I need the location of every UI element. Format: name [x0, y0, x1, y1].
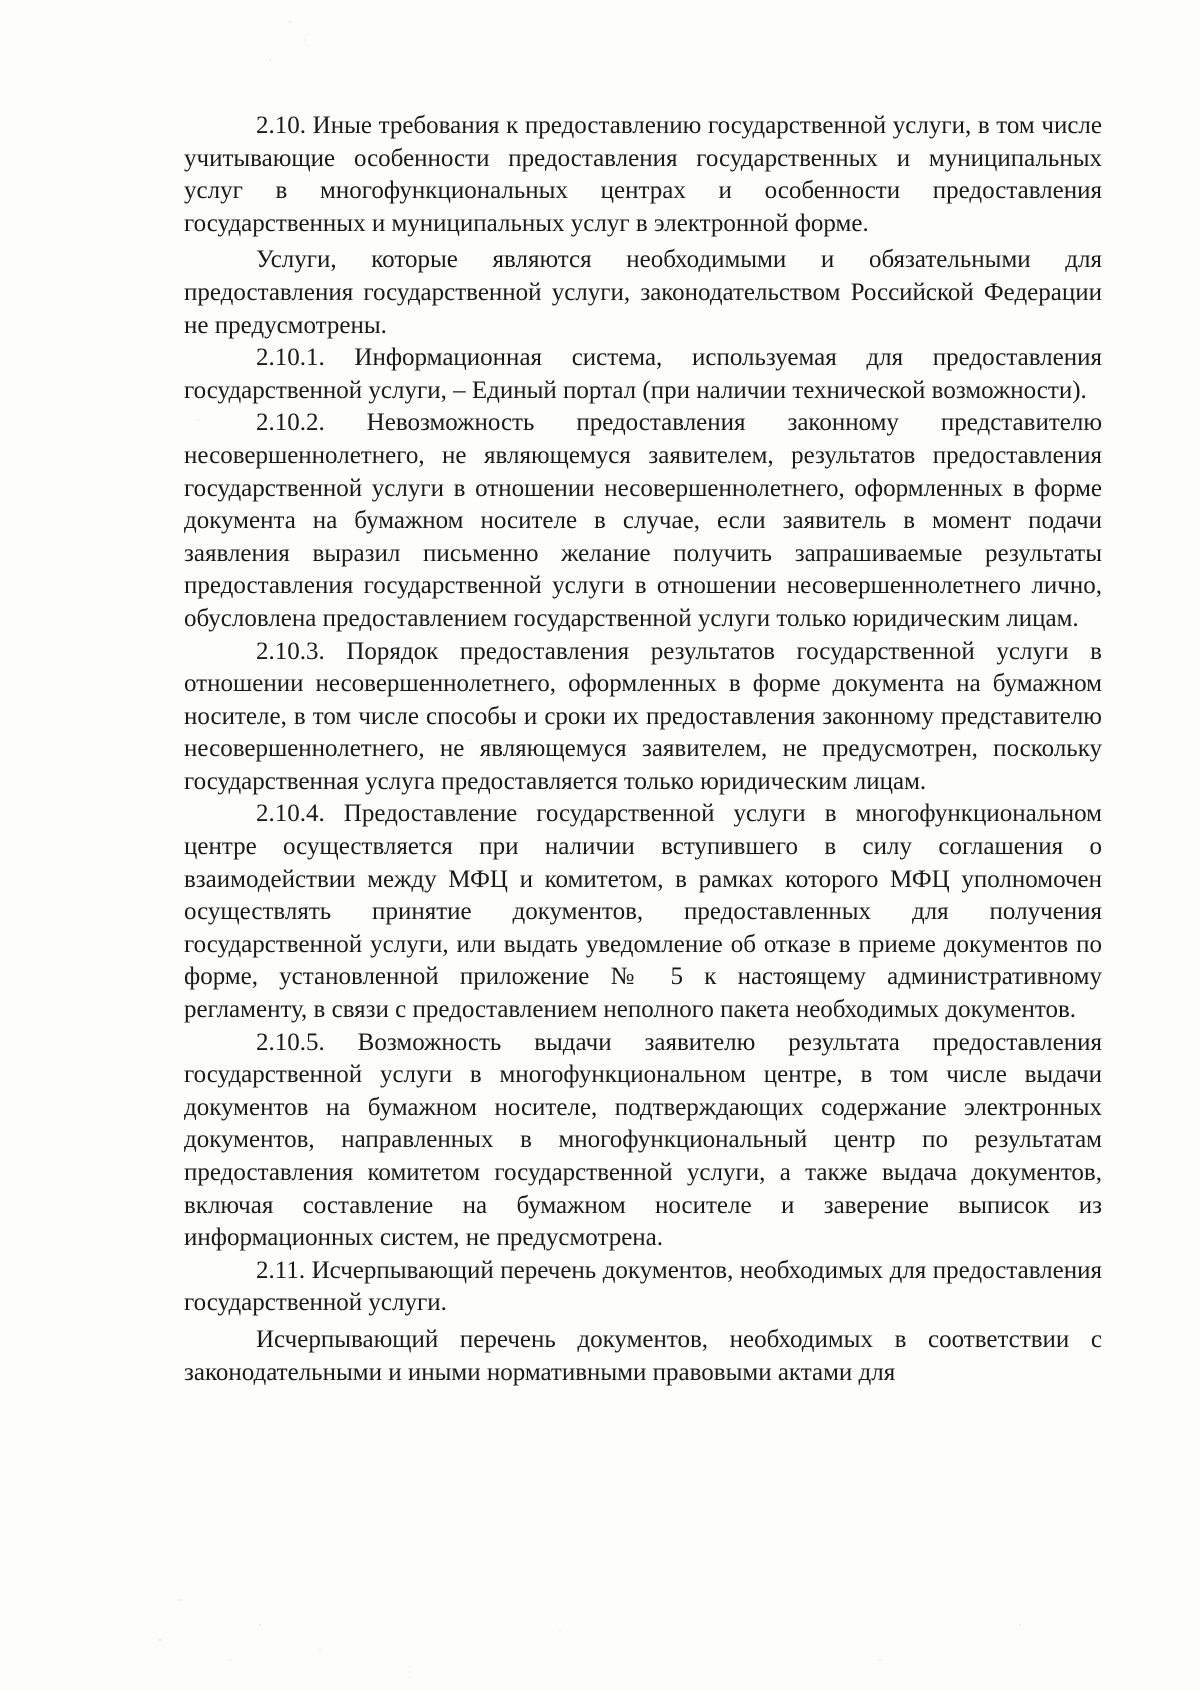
paragraph-2-10-3: 2.10.3. Порядок предоставления результатов государственной услуги в отношении несовершеннолетнего, оформленных в форме документа на бумажном носителе, в том числе способы и сроки их предоставления законному представителю несовершеннолетнего, не являющемуся заявителем, не предусмотрен, поскольку государственная услуга предоставляется только юридическим лицам.: [184, 637, 1102, 795]
paragraph-2-10: 2.10. Иные требования к предоставлению государственной услуги, в том числе учитывающие особенности предоставления государственных и муниципальных услуг в многофункциональных центрах и особенности предоставления государственных и муниципальных услуг в электронной форме.: [184, 112, 1102, 237]
paragraph-services: Услуги, которые являются необходимыми и обязательными для предоставления государственной услуги, законодательством Российской Федерации не предусмотрены.: [184, 246, 1102, 339]
document-body: [184, 110, 1102, 1389]
paragraph-2-10-2: 2.10.2. Невозможность предоставления законному представителю несовершеннолетнего, не являющемуся заявителем, результатов предоставления государственной услуги в отношении несовершеннолетнего, оформленных в форме документа на бумажном носителе в случае, если заявитель в момент подачи заявления выразил письменно желание получить запрашиваемые результаты предоставления государственной услуги в отношении несовершеннолетнего лично, обусловлена предоставлением государственной услуги только юридическим лицам.: [184, 409, 1102, 632]
paragraph-2-10-4: 2.10.4. Предоставление государственной услуги в многофункциональном центре осуществляется при наличии вступившего в силу соглашения о взаимодействии между МФЦ и комитетом, в рамках которого МФЦ уполномочен осуществлять принятие документов, предоставленных для получения государственной услуги, или выдать уведомление об отказе в приеме документов по форме, установленной приложение № 5 к настоящему административному регламенту, в связи с предоставлением неполного пакета необходимых документов.: [184, 800, 1102, 1024]
paragraph-documents-list: Исчерпывающий перечень документов, необходимых в соответствии с законодательными и иными нормативными правовыми актами для: [184, 1325, 1102, 1386]
paragraph-2-11: 2.11. Исчерпывающий перечень документов, необходимых для предоставления государственной услуги.: [184, 1256, 1102, 1317]
paragraph-2-10-1: 2.10.1. Информационная система, используемая для предоставления государственной услуги, – Единый портал (при наличии технической возможности).: [184, 344, 1102, 404]
paragraph-2-10-5: 2.10.5. Возможность выдачи заявителю результата предоставления государственной услуги в многофункциональном центре, в том числе выдачи документов на бумажном носителе, подтверждающих содержание электронных документов, направленных в многофункциональный центр по результатам предоставления комитетом государственной услуги, а также выдача документов, включая составление на бумажном носителе и заверение выписок из информационных систем, не предусмотрена.: [184, 1028, 1102, 1252]
